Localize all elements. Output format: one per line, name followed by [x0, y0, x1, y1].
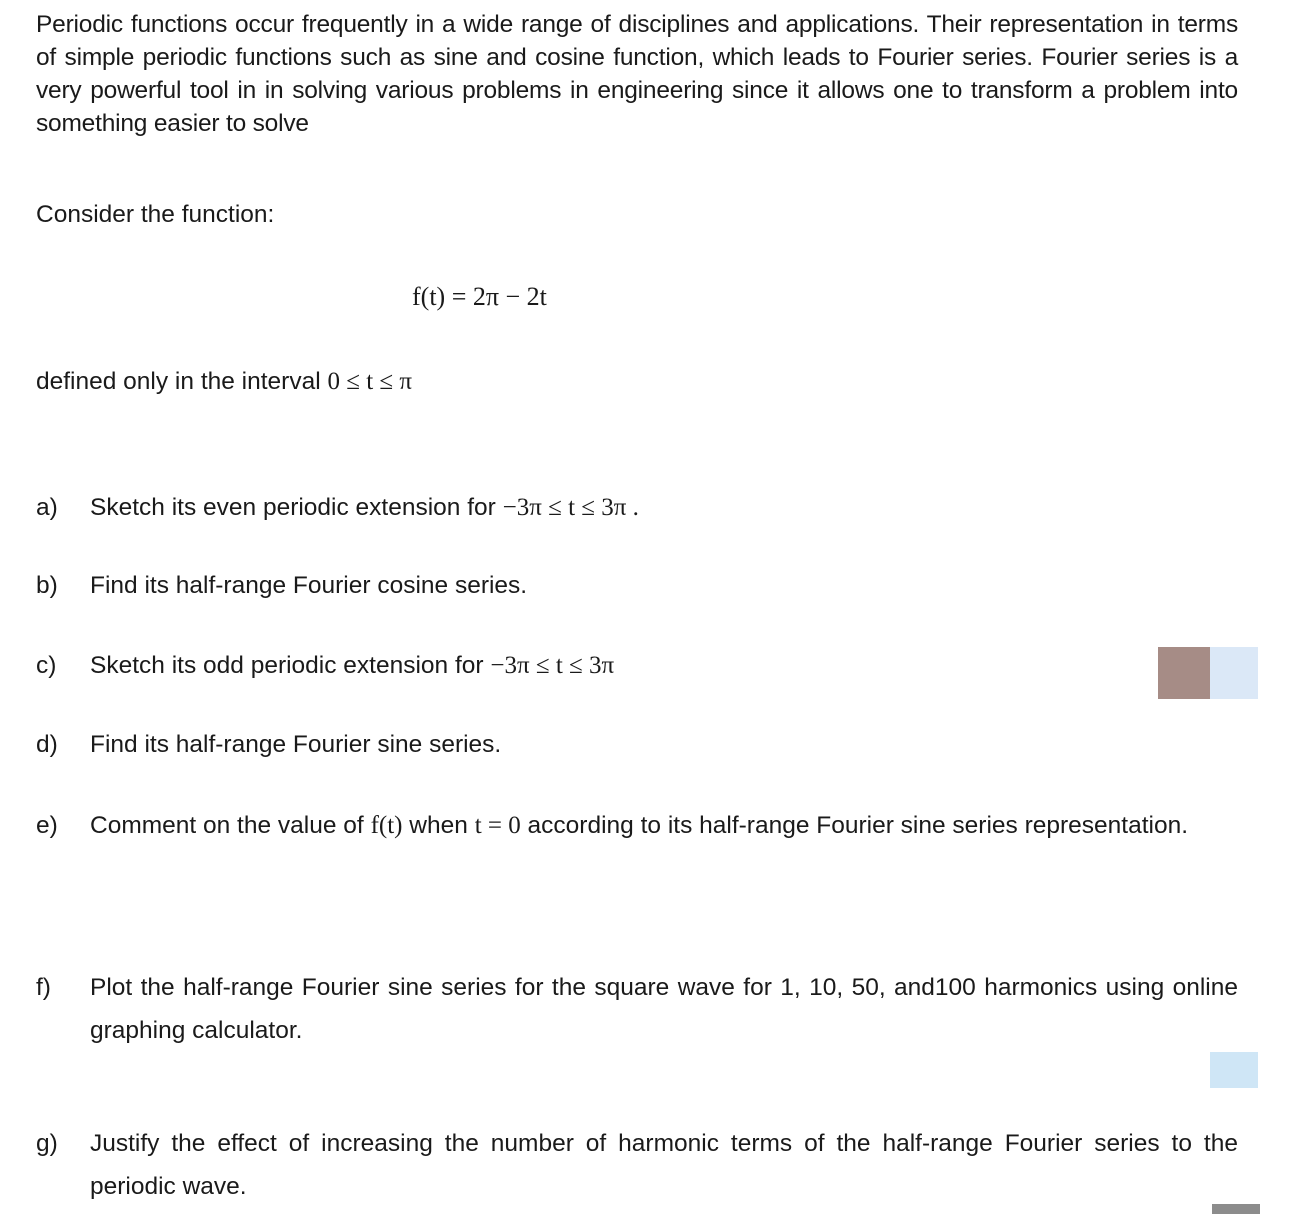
interval-math: 0 ≤ t ≤ π [327, 368, 412, 395]
question-text: Sketch its even periodic extension for −3π ≤ t ≤ 3π . [90, 494, 639, 521]
scan-artifact-gray [1212, 1204, 1260, 1214]
question-label: e) [36, 812, 58, 839]
question-label: d) [36, 731, 58, 758]
scan-artifact-skyblue [1210, 1052, 1258, 1088]
question-text: Find its half-range Fourier cosine series. [90, 572, 528, 599]
question-c [36, 644, 1238, 687]
question-math: −3π ≤ t ≤ 3π . [502, 494, 639, 521]
question-math: t = 0 [474, 812, 521, 839]
question-text: Justify the effect of increasing the number of harmonic terms of the half-range Fourier series to the periodic wave. [90, 1130, 1238, 1200]
question-label: a) [36, 494, 58, 521]
question-label: b) [36, 572, 58, 599]
question-a [36, 486, 1238, 529]
question-math: −3π ≤ t ≤ 3π [490, 652, 615, 679]
scan-artifact-brown [1158, 647, 1210, 699]
question-d [36, 723, 1238, 766]
question-math: f(t) [370, 812, 403, 839]
question-b [36, 564, 1238, 607]
question-e [36, 804, 1238, 847]
question-f [36, 966, 1238, 1052]
scan-artifact-lightblue [1210, 647, 1258, 699]
question-label: c) [36, 652, 57, 679]
interval-text: defined only in the interval [36, 368, 321, 395]
question-text: Plot the half-range Fourier sine series for the square wave for 1, 10, 50, and100 harmonics using online graphing calculator. [90, 974, 1238, 1044]
function-equation: f(t) = 2π − 2t [412, 282, 547, 311]
question-g [36, 1122, 1238, 1208]
intro-paragraph: Periodic functions occur frequently in a wide range of disciplines and applications. Their representation in terms of simple periodic functions such as sine and cosine function, which leads to Fourier series. Fourier series is a very powerful tool in in solving various problems in engineering since it allows one to transform a problem into something easier to solve [36, 11, 1238, 137]
question-text: Comment on the value of f(t) when t = 0 according to its half-range Fourier sine series representation. [90, 812, 1189, 839]
consider-label: Consider the function: [36, 201, 275, 228]
question-label: f) [36, 974, 51, 1001]
question-text: Sketch its odd periodic extension for −3π ≤ t ≤ 3π [90, 652, 615, 679]
question-label: g) [36, 1130, 58, 1157]
question-text: Find its half-range Fourier sine series. [90, 731, 502, 758]
interval-statement [36, 368, 412, 396]
